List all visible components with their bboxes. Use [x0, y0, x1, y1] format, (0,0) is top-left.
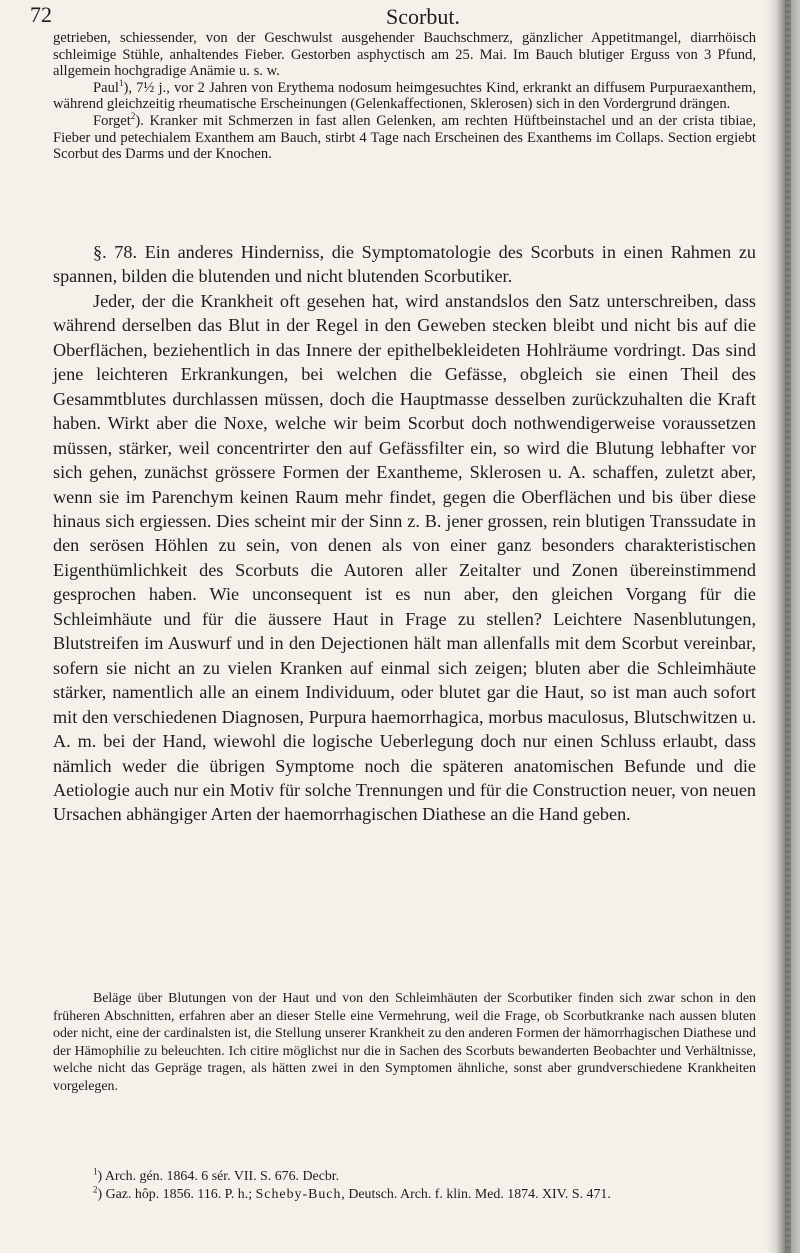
author-name: Forget	[93, 112, 131, 129]
author-name: Paul	[93, 79, 119, 96]
running-title: Scorbut.	[386, 4, 460, 29]
case-paragraph	[53, 77, 756, 113]
footnote-author: Scheby-Buch	[255, 1186, 342, 1202]
footnote-text: ) Gaz. hôp. 1856. 116. P. h.;	[97, 1186, 256, 1202]
section-heading-paragraph	[53, 240, 756, 289]
footnote-mark: 2	[93, 1183, 98, 1194]
note-paragraph: Beläge über Blutungen von der Haut und von den Schleimhäuten der Scorbutiker finden sich zwar schon in den früheren Abschnitten, erfahren aber an dieser Stelle eine Vermehrung, weil die Frage, ob Scorbutkranke nach aussen bluten oder nicht, eine der cardinalsten ist, die Stellung unserer Krankheit zu den anderen Formen der hämorrhagischen Diathese und der Hämophilie zu beleuchten. Ich citire möglichst nur die in Sachen des Scorbuts bewanderten Beobachter und Verhältnisse, welche nicht das Gepräge tragen, als hätten zwei in den Symptomen ähnliche, sonst aber grundverschiedene Krankheiten vorgelegen.	[53, 991, 756, 1094]
footnote-text: , Deutsch. Arch. f. klin. Med. 1874. XIV. S. 471.	[341, 1186, 611, 1202]
footnote	[53, 1168, 756, 1186]
footnote-ref: 1	[118, 77, 124, 88]
footnotes	[53, 1168, 756, 1203]
main-paragraph: Jeder, der die Krankheit oft gesehen hat, wird anstandslos den Satz unterschreiben, dass während derselben das Blut in der Regel in den Geweben stecken bleibt und nicht bis auf die Oberflächen, beziehentlich in das Innere der epithelbekleideten Hohlräume vordringt. Das sind jene leichteren Erkrankungen, bei welchen die Gefässe, obgleich sie einen Theil des Gesammtblutes durchlassen müssen, doch die Hauptmasse desselben zurückzuhalten die Kraft haben. Wirkt aber die Noxe, welche wir beim Scorbut doch nothwendigerweise voraussetzen müssen, stärker, weil concentrirter den auf Gefässfilter ein, so wird die Blutung lebhafter vor sich gehen, zunächst grössere Formen der Exantheme, Sklerosen u. A. schaffen, zuletzt aber, wenn sie im Parenchym keinen Raum mehr findet, gegen die Oberflächen und bis über diese hinaus sich ergiessen. Dies scheint mir der Sinn z. B. jener grossen, rein blutigen Transsudate in den serösen Höhlen zu sein, von denen als von einer ganz besonders charakteristischen Eigenthümlichkeit des Scorbuts die Autoren aller Zeitalter und Zonen übereinstimmend gesprochen haben. Wie unconsequent ist es nun aber, den gleichen Vorgang für die Schleimhäute und für die äussere Haut in Frage zu stellen? Leichtere Nasenblutungen, Blutstreifen im Auswurf und in den Dejectionen hält man allenfalls mit dem Scorbut vereinbar, sofern sie nicht an zu vielen Kranken auf einmal sich zeigen; bluten aber die Schleimhäute stärker, namentlich alle an einem Individuum, oder blutet gar die Haut, so ist man auch sofort mit den verschiedenen Diagnosen, Purpura haemorrhagica, morbus maculosus, Blutschwitzen u. A. m. bei der Hand, wiewohl die logische Ueberlegung doch nur einen Schluss erlaubt, dass nämlich weder die übrigen Symptome noch die späteren anatomischen Befunde und die Aetiologie auch nur ein Motiv für solche Trennungen und für die Construction neuer, von neuen Ursachen abhängiger Arten der haemorrhagischen Diathese an die Hand geben.	[53, 290, 756, 825]
footnote-mark: 1	[93, 1166, 98, 1177]
note-block	[53, 990, 756, 1096]
book-binding-edge	[766, 0, 800, 1253]
section-number: §. 78.	[93, 242, 138, 262]
section-intro: Ein anderes Hinderniss, die Symptomatologie des Scorbuts in einen Rahmen zu spannen, bilden die blutenden und nicht blutenden Scorbutiker.	[53, 242, 757, 287]
case-report-block	[53, 30, 756, 163]
case-text: ), 7½ j., vor 2 Jahren von Erythema nodosum heimgesuchtes Kind, erkrankt an diffusem Purpuraexanthem, während gleichzeitig rheumatische Erscheinungen (Gelenkaffectionen, Sklerosen) sich in den Vordergrund drängen.	[53, 79, 756, 113]
case-paragraph	[53, 113, 756, 163]
binding-shadow	[785, 0, 791, 1253]
case-paragraph: getrieben, schiessender, von der Geschwulst ausgehender Bauchschmerz, gänzlicher Appetitmangel, diarrhöisch schleimige Stühle, anhaltendes Fieber. Gestorben asphyctisch am 25. Mai. Im Bauch blutiger Erguss von 3 Pfund, allgemein hochgradige Anämie u. s. w.	[53, 30, 756, 80]
case-text: ). Kranker mit Schmerzen in fast allen Gelenken, am rechten Hüftbeinstachel und an der crista tibiae, Fieber und petechialem Exanthem am Bauch, stirbt 4 Tage nach Erscheinen des Exanthems im Collaps. Section ergiebt Scorbut des Darms und der Knochen.	[53, 112, 756, 163]
footnote	[53, 1183, 756, 1204]
footnote-text: ) Arch. gén. 1864. 6 sér. VII. S. 676. Decbr.	[97, 1169, 340, 1184]
section-78	[53, 240, 756, 827]
page-number: 72	[30, 2, 52, 27]
footnote-ref: 2	[130, 111, 136, 122]
